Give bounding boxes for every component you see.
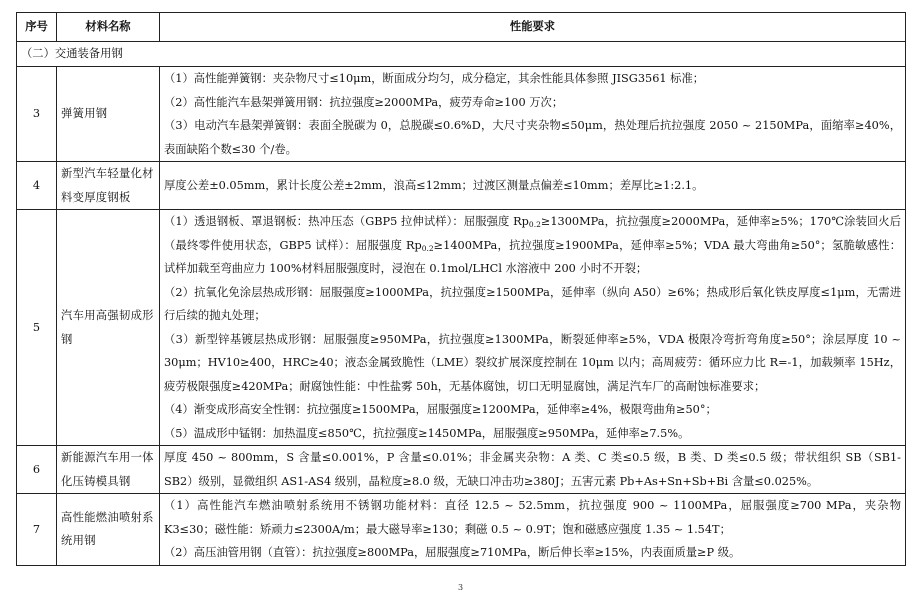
requirement-line: （2）高压油管用钢（直管）：抗拉强度≥800MPa，屈服强度≥710MPa，断后伸长率≥15%，内表面质量≥P 级。 [164, 546, 741, 559]
table-row [17, 210, 906, 446]
row-serial: 6 [17, 446, 57, 494]
header-row [17, 13, 906, 42]
material-name: 高性能燃油喷射系统用钢 [57, 494, 160, 566]
performance-requirements [160, 162, 906, 210]
section-row [17, 42, 906, 67]
performance-requirements [160, 446, 906, 494]
requirement-line: （1）透退钢板、罩退钢板：热冲压态（GBP5 拉伸试样）：屈服强度 $Rp_{0.2}\ge 1300MPa$，抗拉强度≥2000MPa，延伸率≥5%；170℃涂装回火后（最终零件使用状态，GBP5 试样）：屈服强度 $Rp_{0.2}\ge 1400MPa$，抗拉强度≥1900MPa，延伸率≥5%；VDA 最大弯曲角≥50°；氢脆敏感性：试样加载至弯曲应力 100%材料屈服强度时，浸泡在 0.1mol/LHCl 水溶液中 200 小时不开裂； [164, 215, 901, 275]
table-row [17, 494, 906, 566]
header-requirements: 性能要求 [160, 13, 906, 42]
header-serial: 序号 [17, 13, 57, 42]
page-number: 3 [458, 583, 464, 592]
performance-requirements [160, 67, 906, 162]
spec-table [16, 12, 906, 566]
requirement-line: 厚度 450 ~ 800mm，S 含量≤0.001%，P 含量≤0.01%；非金属夹杂物：A 类、C 类≤0.5 级，B 类、D 类≤0.5 级；带状组织 SB（SB1-SB2）级别，显微组织 AS1-AS4 级别，晶粒度≥8.0 级，无缺口冲击功≥380J；五害元素 Pb+As+Sn+Sb+Bi 含量≤0.025%。 [164, 451, 901, 488]
row-serial: 3 [17, 67, 57, 162]
section-title: （二）交通装备用钢 [17, 42, 906, 67]
requirement-line: （1）高性能弹簧钢：夹杂物尺寸≤10μm，断面成分均匀，成分稳定，其余性能具体参照 JISG3561 标准； [164, 72, 705, 85]
requirement-line: （3）电动汽车悬架弹簧钢：表面全脱碳为 0，总脱碳≤0.6%D，大尺寸夹杂物≤50μm，热处理后抗拉强度 2050 ~ 2150MPa，面缩率≥40%，表面缺陷个数≤30 个/卷。 [164, 119, 901, 156]
performance-requirements [160, 494, 906, 566]
row-serial: 4 [17, 162, 57, 210]
table-row [17, 162, 906, 210]
material-name: 新能源汽车用一体化压铸模具钢 [57, 446, 160, 494]
requirement-line: （2）抗氧化免涂层热成形钢：屈服强度≥1000MPa，抗拉强度≥1500MPa，延伸率（纵向 A50）≥6%；热成形后氧化铁皮厚度≤1μm，无需进行后续的抛丸处理； [164, 285, 901, 322]
material-name: 弹簧用钢 [57, 67, 160, 162]
row-serial: 7 [17, 494, 57, 566]
table-body [17, 67, 906, 566]
performance-requirements [160, 210, 906, 446]
material-name: 新型汽车轻量化材料变厚度钢板 [57, 162, 160, 210]
requirement-line: （5）温成形中锰钢：加热温度≤850℃，抗拉强度≥1450MPa，屈服强度≥950MPa，延伸率≥7.5%。 [164, 426, 690, 440]
material-name: 汽车用高强韧成形钢 [57, 210, 160, 446]
requirement-line: （1）高性能汽车燃油喷射系统用不锈钢功能材料：直径 12.5 ~ 52.5mm，抗拉强度 900 ~ 1100MPa，屈服强度≥700 MPa，夹杂物 K3≤30；磁性能：矫顽力≤2300A/m；最大磁导率≥130；剩磁 0.5 ~ 0.9T；饱和磁感应强度 1.35 ~ 1.54T； [164, 499, 901, 536]
requirement-line: （2）高性能汽车悬架弹簧用钢：抗拉强度≥2000MPa，疲劳寿命≥100 万次； [164, 95, 564, 109]
requirement-line: （3）新型锌基镀层热成形钢：屈服强度≥950MPa，抗拉强度≥1300MPa，断裂延伸率≥5%，VDA 极限冷弯折弯角度≥50°；涂层厚度 10 ~ 30μm；HV10≥400，HRC≥40；液态金属致脆性（LME）裂纹扩展深度控制在 10μm 以内；高周疲劳：循环应力比 R=-1，加载频率 15Hz，疲劳极限强度≥420MPa；耐腐蚀性能：中性盐雾 50h，无基体腐蚀，切口无明显腐蚀，满足汽车厂的高耐蚀标准要求； [164, 332, 901, 393]
row-serial: 5 [17, 210, 57, 446]
requirement-line: （4）渐变成形高安全性钢：抗拉强度≥1500MPa，屈服强度≥1200MPa，延伸率≥4%，极限弯曲角≥50°； [164, 403, 717, 416]
table-row [17, 446, 906, 494]
requirement-line: 厚度公差±0.05mm，累计长度公差±2mm，浪高≤12mm；过渡区测量点偏差≤10mm；差厚比≥1:2.1。 [164, 178, 704, 192]
header-material-name: 材料名称 [57, 13, 160, 42]
table-row [17, 67, 906, 162]
